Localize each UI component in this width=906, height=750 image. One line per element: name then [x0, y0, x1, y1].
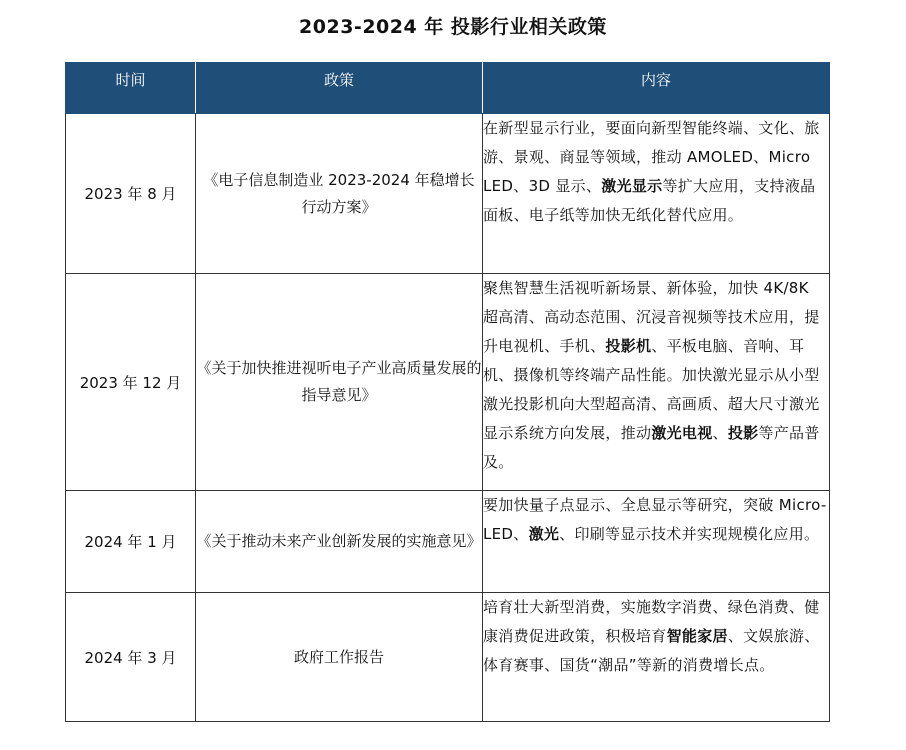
content-text: 聚焦智慧生活视听新场景、新体验，加快 4K/8K 超高清、高动态范围、沉浸音视频等技术应用，提升电视机、手机、 [483, 279, 820, 355]
content-text: 培育壮大新型消费，实施数字消费、绿色消费、健康消费促进政策，积极培育 [483, 598, 820, 645]
policy-cell: 政府工作报告 [196, 593, 483, 722]
content-text: 、文娱旅游、体育赛事、国货“潮品”等新的消费增长点。 [483, 627, 820, 674]
content-cell [483, 274, 830, 491]
content-cell [483, 491, 830, 593]
policy-cell: 《电子信息制造业 2023-2024 年稳增长行动方案》 [196, 114, 483, 274]
table-row [66, 491, 830, 593]
policy-table [65, 62, 830, 722]
content-text: 、平板电脑、音响、耳机、摄像机等终端产品性能。加快激光显示从小型激光投影机向大型超高清、高画质、超大尺寸激光显示系统方向发展，推动 [483, 337, 820, 442]
column-header-policy: 政策 [196, 63, 483, 114]
time-cell: 2024 年 3 月 [66, 593, 196, 722]
time-cell: 2023 年 8 月 [66, 114, 196, 274]
time-cell: 2024 年 1 月 [66, 491, 196, 593]
policy-cell: 《关于推动未来产业创新发展的实施意见》 [196, 491, 483, 593]
table-row [66, 593, 830, 722]
emphasized-text: 投影 [727, 424, 759, 442]
column-header-content: 内容 [483, 63, 830, 114]
emphasized-text: 激光显示 [601, 177, 663, 195]
content-text: 在新型显示行业，要面向新型智能终端、文化、旅游、景观、商显等领域，推动 AMOLED、Micro LED、3D 显示、 [483, 119, 820, 195]
content-text: 等产品普及。 [483, 424, 820, 471]
table-header-row [66, 63, 830, 114]
table-row [66, 114, 830, 274]
content-text: 要加快量子点显示、全息显示等研究，突破 Micro-LED、 [483, 496, 827, 543]
emphasized-text: 投影机 [605, 337, 652, 355]
policy-cell: 《关于加快推进视听电子产业高质量发展的指导意见》 [196, 274, 483, 491]
column-header-time: 时间 [66, 63, 196, 114]
emphasized-text: 激光电视 [651, 424, 713, 442]
table-row [66, 274, 830, 491]
time-cell: 2023 年 12 月 [66, 274, 196, 491]
emphasized-text: 激光 [528, 525, 560, 543]
content-cell [483, 114, 830, 274]
content-text: 、印刷等显示技术并实现规模化应用。 [559, 525, 820, 543]
content-text: 等扩大应用，支持液晶面板、电子纸等加快无纸化替代应用。 [483, 177, 816, 224]
page-title: 2023-2024 年 投影行业相关政策 [299, 16, 607, 38]
content-cell [483, 593, 830, 722]
content-text: 、 [712, 424, 728, 442]
emphasized-text: 智能家居 [666, 627, 728, 645]
